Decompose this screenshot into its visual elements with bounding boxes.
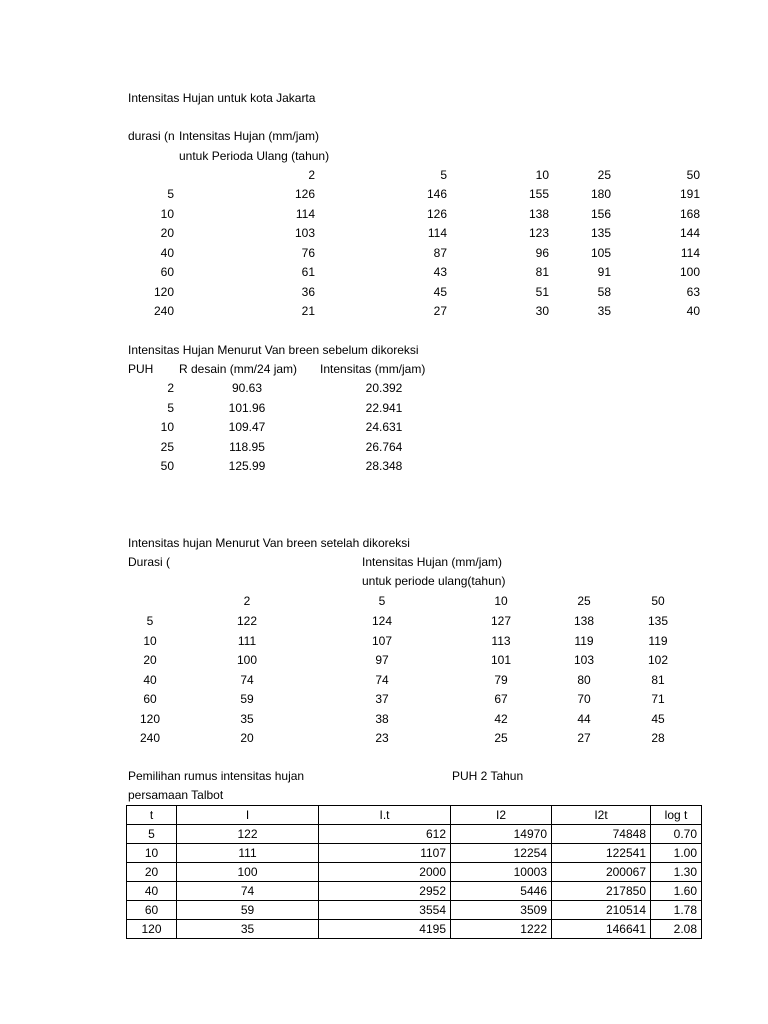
- intensity-cell: 71: [651, 692, 665, 706]
- intensity-cell: 40: [686, 304, 700, 318]
- intensity-cell: 127: [490, 614, 512, 628]
- intensity-cell: 124: [371, 614, 393, 628]
- intensity-cell: 155: [528, 187, 549, 201]
- period-header-cell: 10: [494, 594, 508, 608]
- table-cell: 1107: [319, 844, 451, 863]
- period-header-cell: 25: [597, 168, 611, 182]
- intensity-cell: 37: [375, 692, 389, 706]
- column-header: I.t: [319, 806, 451, 825]
- intensitas-cell: 28.348: [365, 459, 403, 473]
- intensity-cell: 105: [590, 245, 611, 260]
- rdesain-cell: 101.96: [228, 400, 266, 415]
- intensity-cell: 87: [433, 245, 447, 260]
- duration-cell: 120: [139, 711, 161, 726]
- intensity-cell: 191: [679, 187, 700, 201]
- section1-durasi-header: durasi (n: [128, 129, 175, 143]
- table-cell: 3509: [451, 901, 552, 920]
- intensity-cell: 97: [375, 653, 389, 667]
- section3-intensity-header: Intensitas Hujan (mm/jam): [362, 555, 503, 569]
- intensity-cell: 76: [301, 245, 315, 260]
- section1-intensity-header: Intensitas Hujan (mm/jam): [179, 129, 320, 143]
- table-cell: 20: [127, 863, 177, 882]
- section4-puh-label: PUH 2 Tahun: [452, 769, 524, 783]
- intensity-cell: 36: [301, 284, 315, 299]
- period-header-cell: 5: [440, 168, 447, 182]
- intensity-cell: 30: [535, 304, 549, 318]
- intensitas-cell: 20.392: [365, 381, 403, 395]
- intensity-cell: 74: [240, 672, 254, 687]
- section4-title: Pemilihan rumus intensitas hujan: [128, 769, 305, 783]
- intensity-cell: 114: [680, 245, 700, 260]
- duration-cell: 60: [143, 692, 157, 706]
- table-cell: 612: [319, 825, 451, 844]
- duration-cell: 120: [153, 284, 174, 299]
- table-row: [127, 882, 702, 901]
- puh-cell: 50: [160, 459, 174, 473]
- intensity-cell: 135: [647, 614, 669, 628]
- duration-cell: 20: [143, 653, 157, 667]
- table-cell: 35: [177, 920, 319, 939]
- intensity-cell: 80: [577, 672, 591, 687]
- table-cell: 0.70: [651, 825, 702, 844]
- table-cell: 10003: [451, 863, 552, 882]
- section2-header-puh: PUH: [128, 362, 154, 376]
- intensity-cell: 119: [648, 633, 668, 648]
- period-header-cell: 5: [378, 594, 386, 608]
- duration-cell: 40: [143, 672, 157, 687]
- duration-cell: 40: [160, 245, 174, 260]
- intensity-cell: 81: [535, 265, 549, 279]
- intensity-cell: 21: [301, 304, 315, 318]
- intensity-cell: 35: [240, 711, 254, 726]
- intensity-cell: 45: [433, 284, 447, 299]
- intensity-cell: 156: [590, 206, 611, 221]
- puh-cell: 25: [160, 439, 174, 454]
- duration-cell: 240: [153, 304, 174, 318]
- table-header-row: [127, 806, 702, 825]
- table-cell: 10: [127, 844, 177, 863]
- intensity-cell: 70: [577, 692, 591, 706]
- intensity-cell: 100: [236, 653, 258, 667]
- section2-title: Intensitas Hujan Menurut Van breen sebelum dikoreksi: [128, 343, 419, 357]
- table-cell: 146641: [552, 920, 651, 939]
- intensity-cell: 144: [679, 226, 700, 240]
- intensity-cell: 146: [426, 187, 447, 201]
- table-cell: 60: [127, 901, 177, 920]
- duration-cell: 240: [139, 731, 161, 745]
- intensity-cell: 113: [491, 633, 511, 648]
- table-row: [127, 863, 702, 882]
- intensity-cell: 81: [651, 672, 665, 687]
- intensity-cell: 43: [433, 265, 447, 279]
- table-cell: 2.08: [651, 920, 702, 939]
- section1-title: Intensitas Hujan untuk kota Jakarta: [128, 91, 316, 105]
- intensity-cell: 44: [577, 711, 591, 726]
- intensity-cell: 107: [371, 633, 393, 648]
- table-cell: 5: [127, 825, 177, 844]
- intensity-cell: 100: [679, 265, 700, 279]
- table-cell: 2000: [319, 863, 451, 882]
- table-cell: 122541: [552, 844, 651, 863]
- rdesain-cell: 118.95: [229, 439, 265, 454]
- table-cell: 12254: [451, 844, 552, 863]
- intensitas-cell: 26.764: [365, 439, 403, 454]
- table-cell: 3554: [319, 901, 451, 920]
- table-row: [127, 901, 702, 920]
- table-cell: 122: [177, 825, 319, 844]
- period-header-cell: 2: [243, 594, 251, 608]
- intensity-cell: 23: [375, 731, 389, 745]
- intensity-cell: 67: [494, 692, 508, 706]
- intensity-cell: 38: [375, 711, 389, 726]
- column-header: t: [127, 806, 177, 825]
- column-header: I2: [451, 806, 552, 825]
- duration-cell: 10: [143, 633, 157, 648]
- table-cell: 120: [127, 920, 177, 939]
- intensity-cell: 96: [535, 245, 549, 260]
- talbot-table: [126, 805, 702, 939]
- table-row: [127, 844, 702, 863]
- intensity-cell: 63: [686, 284, 700, 299]
- puh-cell: 5: [167, 400, 174, 415]
- intensity-cell: 122: [236, 614, 258, 628]
- section4-subtitle: persamaan Talbot: [128, 788, 224, 802]
- puh-cell: 10: [160, 420, 174, 434]
- rdesain-cell: 125.99: [228, 459, 266, 473]
- intensity-cell: 123: [528, 226, 549, 240]
- table-cell: 200067: [552, 863, 651, 882]
- section1-period-header: untuk Perioda Ulang (tahun): [179, 149, 330, 163]
- intensity-cell: 126: [294, 187, 315, 201]
- section2-header-rdesain: R desain (mm/24 jam): [179, 362, 298, 376]
- intensity-cell: 111: [237, 633, 257, 648]
- table-cell: 5446: [451, 882, 552, 901]
- intensity-cell: 138: [573, 614, 595, 628]
- table-cell: 1.60: [651, 882, 702, 901]
- section2-header-intensitas: Intensitas (mm/jam): [320, 362, 426, 376]
- table-cell: 100: [177, 863, 319, 882]
- intensity-cell: 27: [577, 731, 591, 745]
- puh-cell: 2: [167, 381, 174, 395]
- intensity-cell: 74: [375, 672, 389, 687]
- table-cell: 74: [177, 882, 319, 901]
- intensity-cell: 91: [597, 265, 611, 279]
- duration-cell: 20: [160, 226, 174, 240]
- intensity-cell: 27: [433, 304, 447, 318]
- period-header-cell: 50: [651, 594, 665, 608]
- table-cell: 2952: [319, 882, 451, 901]
- table-cell: 210514: [552, 901, 651, 920]
- table-cell: 4195: [319, 920, 451, 939]
- section3-period-header: untuk periode ulang(tahun): [362, 574, 506, 588]
- table-row: [127, 920, 702, 939]
- intensity-cell: 102: [647, 653, 669, 667]
- intensity-cell: 51: [535, 284, 549, 299]
- intensity-cell: 126: [426, 206, 447, 221]
- column-header: I: [177, 806, 319, 825]
- duration-cell: 60: [160, 265, 174, 279]
- column-header: I2t: [552, 806, 651, 825]
- intensity-cell: 25: [494, 731, 508, 745]
- table-cell: 1.00: [651, 844, 702, 863]
- intensity-cell: 35: [597, 304, 611, 318]
- intensitas-cell: 22.941: [365, 400, 403, 415]
- duration-cell: 5: [146, 614, 154, 628]
- intensity-cell: 180: [590, 187, 611, 201]
- intensity-cell: 42: [494, 711, 508, 726]
- duration-cell: 5: [167, 187, 174, 201]
- table-cell: 1222: [451, 920, 552, 939]
- intensity-cell: 103: [294, 226, 315, 240]
- intensity-cell: 58: [597, 284, 611, 299]
- intensity-cell: 101: [490, 653, 512, 667]
- table-cell: 40: [127, 882, 177, 901]
- table-cell: 111: [177, 844, 319, 863]
- table-row: [127, 825, 702, 844]
- period-header-cell: 25: [577, 594, 591, 608]
- table-cell: 59: [177, 901, 319, 920]
- intensity-cell: 119: [574, 633, 594, 648]
- intensity-cell: 114: [295, 206, 315, 221]
- intensity-cell: 61: [301, 265, 315, 279]
- intensity-cell: 45: [651, 711, 665, 726]
- intensity-cell: 138: [528, 206, 549, 221]
- intensitas-cell: 24.631: [365, 420, 403, 434]
- table-cell: 1.78: [651, 901, 702, 920]
- intensity-cell: 79: [494, 672, 508, 687]
- duration-cell: 10: [160, 206, 174, 221]
- intensity-cell: 59: [240, 692, 254, 706]
- period-header-cell: 2: [308, 168, 315, 182]
- section3-title: Intensitas hujan Menurut Van breen setelah dikoreksi: [128, 536, 410, 550]
- intensity-cell: 28: [651, 731, 665, 745]
- table-cell: 74848: [552, 825, 651, 844]
- rdesain-cell: 109.47: [228, 420, 266, 434]
- period-header-cell: 50: [686, 168, 700, 182]
- intensity-cell: 114: [427, 226, 447, 240]
- intensity-cell: 20: [240, 731, 254, 745]
- period-header-cell: 10: [535, 168, 549, 182]
- table-cell: 217850: [552, 882, 651, 901]
- table-cell: 14970: [451, 825, 552, 844]
- column-header: log t: [651, 806, 702, 825]
- intensity-cell: 168: [679, 206, 700, 221]
- section3-durasi-header: Durasi (: [128, 555, 171, 569]
- intensity-cell: 135: [590, 226, 611, 240]
- rdesain-cell: 90.63: [231, 381, 263, 395]
- intensity-cell: 103: [573, 653, 595, 667]
- table-cell: 1.30: [651, 863, 702, 882]
